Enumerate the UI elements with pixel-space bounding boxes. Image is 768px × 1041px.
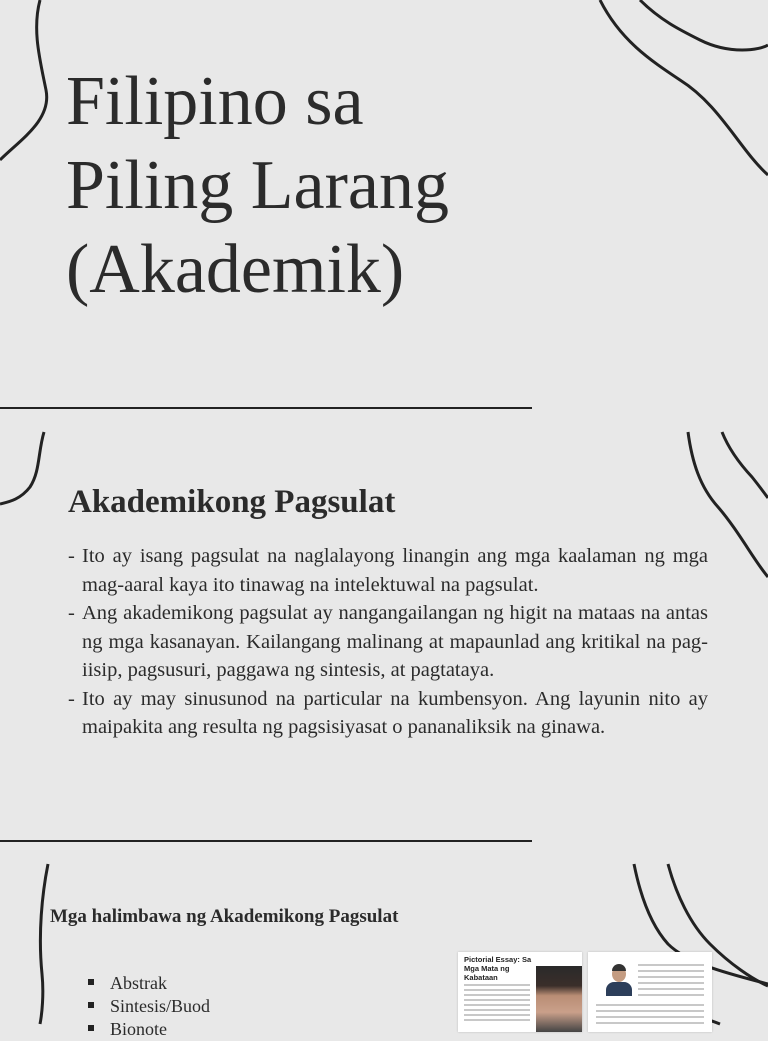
- list-item: - Ang akademikong pagsulat ay nangangailangan ng higit na mataas na antas ng mga kasanayan. Kailangang malinang at mapaunlad ang kritikal na pag-iisip, pagsusuri, paggawa ng sintesis, at pagtataya.: [68, 602, 708, 681]
- list-item: - Ito ay may sinusunod na particular na kumbensyon. Ang layunin nito ay maipakita ang resulta ng pagsisiyasat o pananaliksik na ginawa.: [68, 687, 708, 738]
- bullet-square-icon: [88, 1025, 94, 1031]
- title-line-2: Piling Larang: [66, 147, 449, 224]
- section-heading: Akademikong Pagsulat: [68, 484, 396, 520]
- bionote-thumbnail: [588, 952, 712, 1032]
- list-item: - Ito ay isang pagsulat na naglalayong linangin ang mga kaalaman ng mga mag-aaral kaya ito tinawag na intelektuwal na pagsulat.: [68, 545, 708, 596]
- title-line-1: Filipino sa: [66, 63, 364, 140]
- list-item: Abstrak: [88, 972, 210, 995]
- section-divider: [0, 840, 532, 842]
- bullet-square-icon: [88, 979, 94, 985]
- title-divider: [0, 407, 532, 409]
- essay-photo: [536, 966, 582, 1032]
- bullet-list: [68, 542, 708, 742]
- title-line-3: (Akademik): [66, 231, 405, 308]
- presentation-title: [66, 60, 666, 312]
- thumbnail-title: Pictorial Essay: Sa Mga Mata ng Kabataan: [464, 955, 532, 982]
- examples-heading: Mga halimbawa ng Akademikong Pagsulat: [50, 906, 399, 927]
- title-slide: [0, 0, 768, 432]
- examples-slide: [0, 864, 768, 1039]
- examples-list: [88, 972, 210, 1041]
- list-item: Bionote: [88, 1018, 210, 1041]
- list-item: Sintesis/Buod: [88, 995, 210, 1018]
- pictorial-essay-thumbnail: [458, 952, 582, 1032]
- content-slide: [0, 432, 768, 864]
- bullet-square-icon: [88, 1002, 94, 1008]
- portrait-image: [606, 982, 632, 996]
